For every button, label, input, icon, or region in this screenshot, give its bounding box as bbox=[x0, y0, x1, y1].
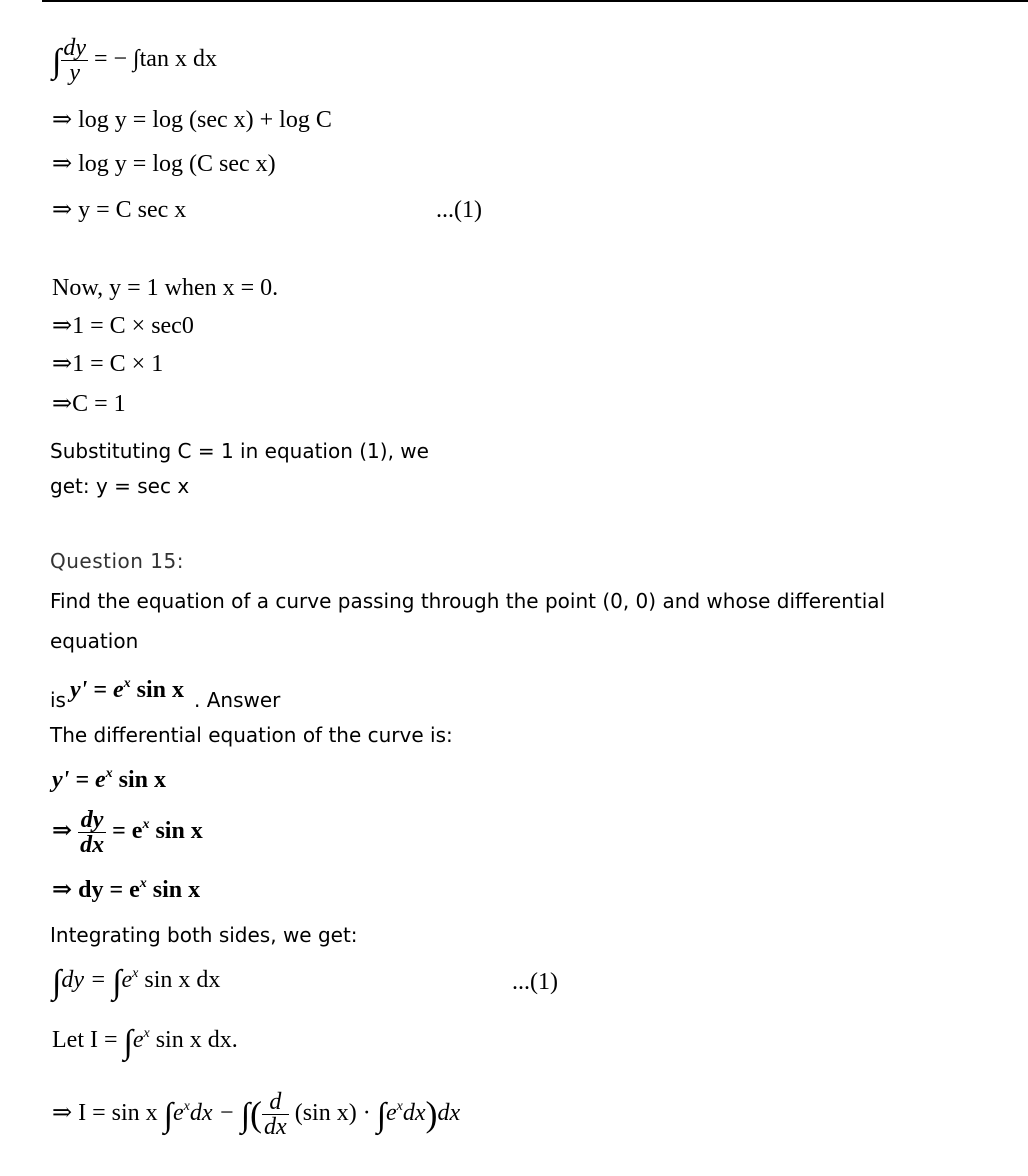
text-substituting: Substituting C = 1 in equation (1), we bbox=[50, 439, 429, 463]
question-text-1: Find the equation of a curve passing through the point (0, 0) and whose differential bbox=[50, 589, 886, 613]
answer-eq-4: $\int dy = \int e^x$ sin x dx bbox=[52, 964, 221, 1001]
answer-text-1: The differential equation of the curve is: bbox=[50, 723, 453, 747]
equation-line-8: ⇒C = 1 bbox=[52, 391, 126, 417]
top-rule bbox=[42, 0, 1028, 2]
answer-eq-5: Let $I = \int e^x$ sin x dx. bbox=[52, 1024, 238, 1061]
answer-eq-6: ⇒ I = sin x $\int e^xdx$ − ∫( $\frac{d}{dx}$ (sin $x) \cdot \int e^xdx)dx$ bbox=[52, 1089, 461, 1140]
equation-line-2: ⇒ log y = log (sec x) + log C bbox=[52, 107, 332, 133]
equation-line-5: Now, y = 1 when x = 0. bbox=[52, 275, 279, 301]
text-is: is bbox=[50, 688, 66, 712]
text-integrating: Integrating both sides, we get: bbox=[50, 923, 358, 947]
answer-eq-3: ⇒ dy = $e^x$ sin x bbox=[52, 876, 201, 903]
equation-line-4: ⇒ y = C sec x bbox=[52, 197, 187, 223]
equation-line-6: ⇒1 = C × sec0 bbox=[52, 313, 194, 339]
answer-eq-2: ⇒ $\frac{dy}{dx}$ = $e^x$ sin x bbox=[52, 807, 203, 858]
equation-line-1: ∫ $\frac{dy}{y}$ = − ∫tan x dx bbox=[52, 35, 217, 86]
equation-ref-2: ...(1) bbox=[512, 969, 558, 995]
equation-line-7: ⇒1 = C × 1 bbox=[52, 351, 164, 377]
question-equation-line bbox=[50, 676, 281, 712]
equation-ref-1: ...(1) bbox=[436, 197, 482, 223]
equation-line-3: ⇒ log y = log (C sec x) bbox=[52, 151, 276, 177]
question-title: Question 15: bbox=[50, 549, 184, 573]
answer-eq-1: $y' = e^x$ sin x bbox=[52, 766, 167, 793]
question-equation: $y' = e^x$ sin x bbox=[69, 676, 184, 703]
answer-label: . Answer bbox=[194, 688, 281, 712]
text-get: get: y = sec x bbox=[50, 474, 190, 498]
question-text-2: equation bbox=[50, 629, 139, 653]
